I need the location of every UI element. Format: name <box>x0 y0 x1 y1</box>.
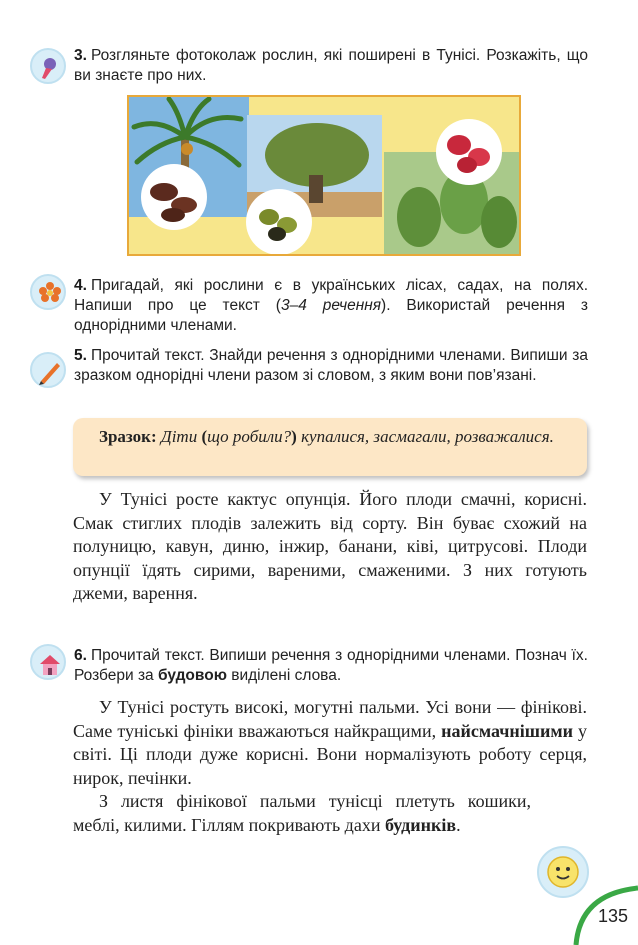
task-3 <box>74 46 588 86</box>
highlighted-word: найсмачнішими <box>441 720 573 741</box>
plant-photo-collage <box>127 95 521 256</box>
task-text: Розгляньте фотоколаж рослин, які поширені в Тунісі. Розкажіть, що ви знаєте про них. <box>74 47 588 84</box>
task-number: 3. <box>74 47 87 64</box>
task-text-after: ). Використай речення з однорідними членами. <box>74 297 588 334</box>
sample-part2: купалися, засмагали, розважалися. <box>301 427 554 446</box>
sample-question: що робили? <box>207 427 292 446</box>
task-text-after: виділені слова. <box>226 667 342 684</box>
task-text-before: Прочитай текст. Випиши речення з однорідними членами. Познач їх. Розбери за <box>74 647 588 684</box>
task-number: 4. <box>74 277 87 294</box>
task-text-bold: будовою <box>157 667 227 684</box>
sample-part1: Діти <box>160 427 198 446</box>
house-icon <box>30 644 66 680</box>
pen-icon <box>30 352 66 388</box>
task-text-before: Пригадай, які рослини є в українських лісах, садах, на полях. Напиши про це текст ( <box>74 277 588 314</box>
task-text-italic: 3–4 речення <box>280 297 382 314</box>
text-segment: у світі. Ці плоди дуже корисні. Вони нормалізують роботу серця, нирок, печінки. <box>73 720 588 788</box>
sample-label: Зразок: <box>99 427 157 446</box>
task-number: 5. <box>74 347 87 364</box>
task-number: 6. <box>74 647 87 664</box>
task-text: Прочитай текст. Знайди речення з однорідними членами. Випиши за зразком однорідні члени разом зі словом, з яким вони пов’язані. <box>74 347 588 384</box>
text-paragraph-2 <box>73 790 587 837</box>
reading-text-2 <box>73 696 587 837</box>
task-6 <box>74 646 588 686</box>
page-number: 135 <box>597 906 628 926</box>
reading-text-1 <box>73 488 587 606</box>
task-4 <box>74 276 588 336</box>
flower-icon <box>30 274 66 310</box>
text-paragraph: У Тунісі росте кактус опунція. Його плоди смачні, корисні. Смак стиглих плодів залежить від сорту. Він буває схожий на полуницю, кавун, диню, інжир, банани, ківі, цитрусові. Плоди опунції їдять сирими, вареними, смаженими. З них готують джеми, варення. <box>73 489 587 603</box>
highlighted-word: будинків <box>384 814 457 835</box>
text-segment: З листя фінікової пальми тунісці плетуть кошики, меблі, килими. Гіллям покривають дахи <box>73 791 531 835</box>
text-segment: У Тунісі ростуть високі, могутні пальми. Усі вони — фінікові. Саме туніські фініки вважаються найкращими, <box>73 697 587 741</box>
microphone-icon <box>30 48 66 84</box>
text-paragraph-1 <box>73 696 587 790</box>
task-5 <box>74 346 588 386</box>
sample-box: Зразок: Діти (що робили?) купалися, засмагали, розважалися. <box>73 418 587 476</box>
text-segment: . <box>456 814 461 835</box>
